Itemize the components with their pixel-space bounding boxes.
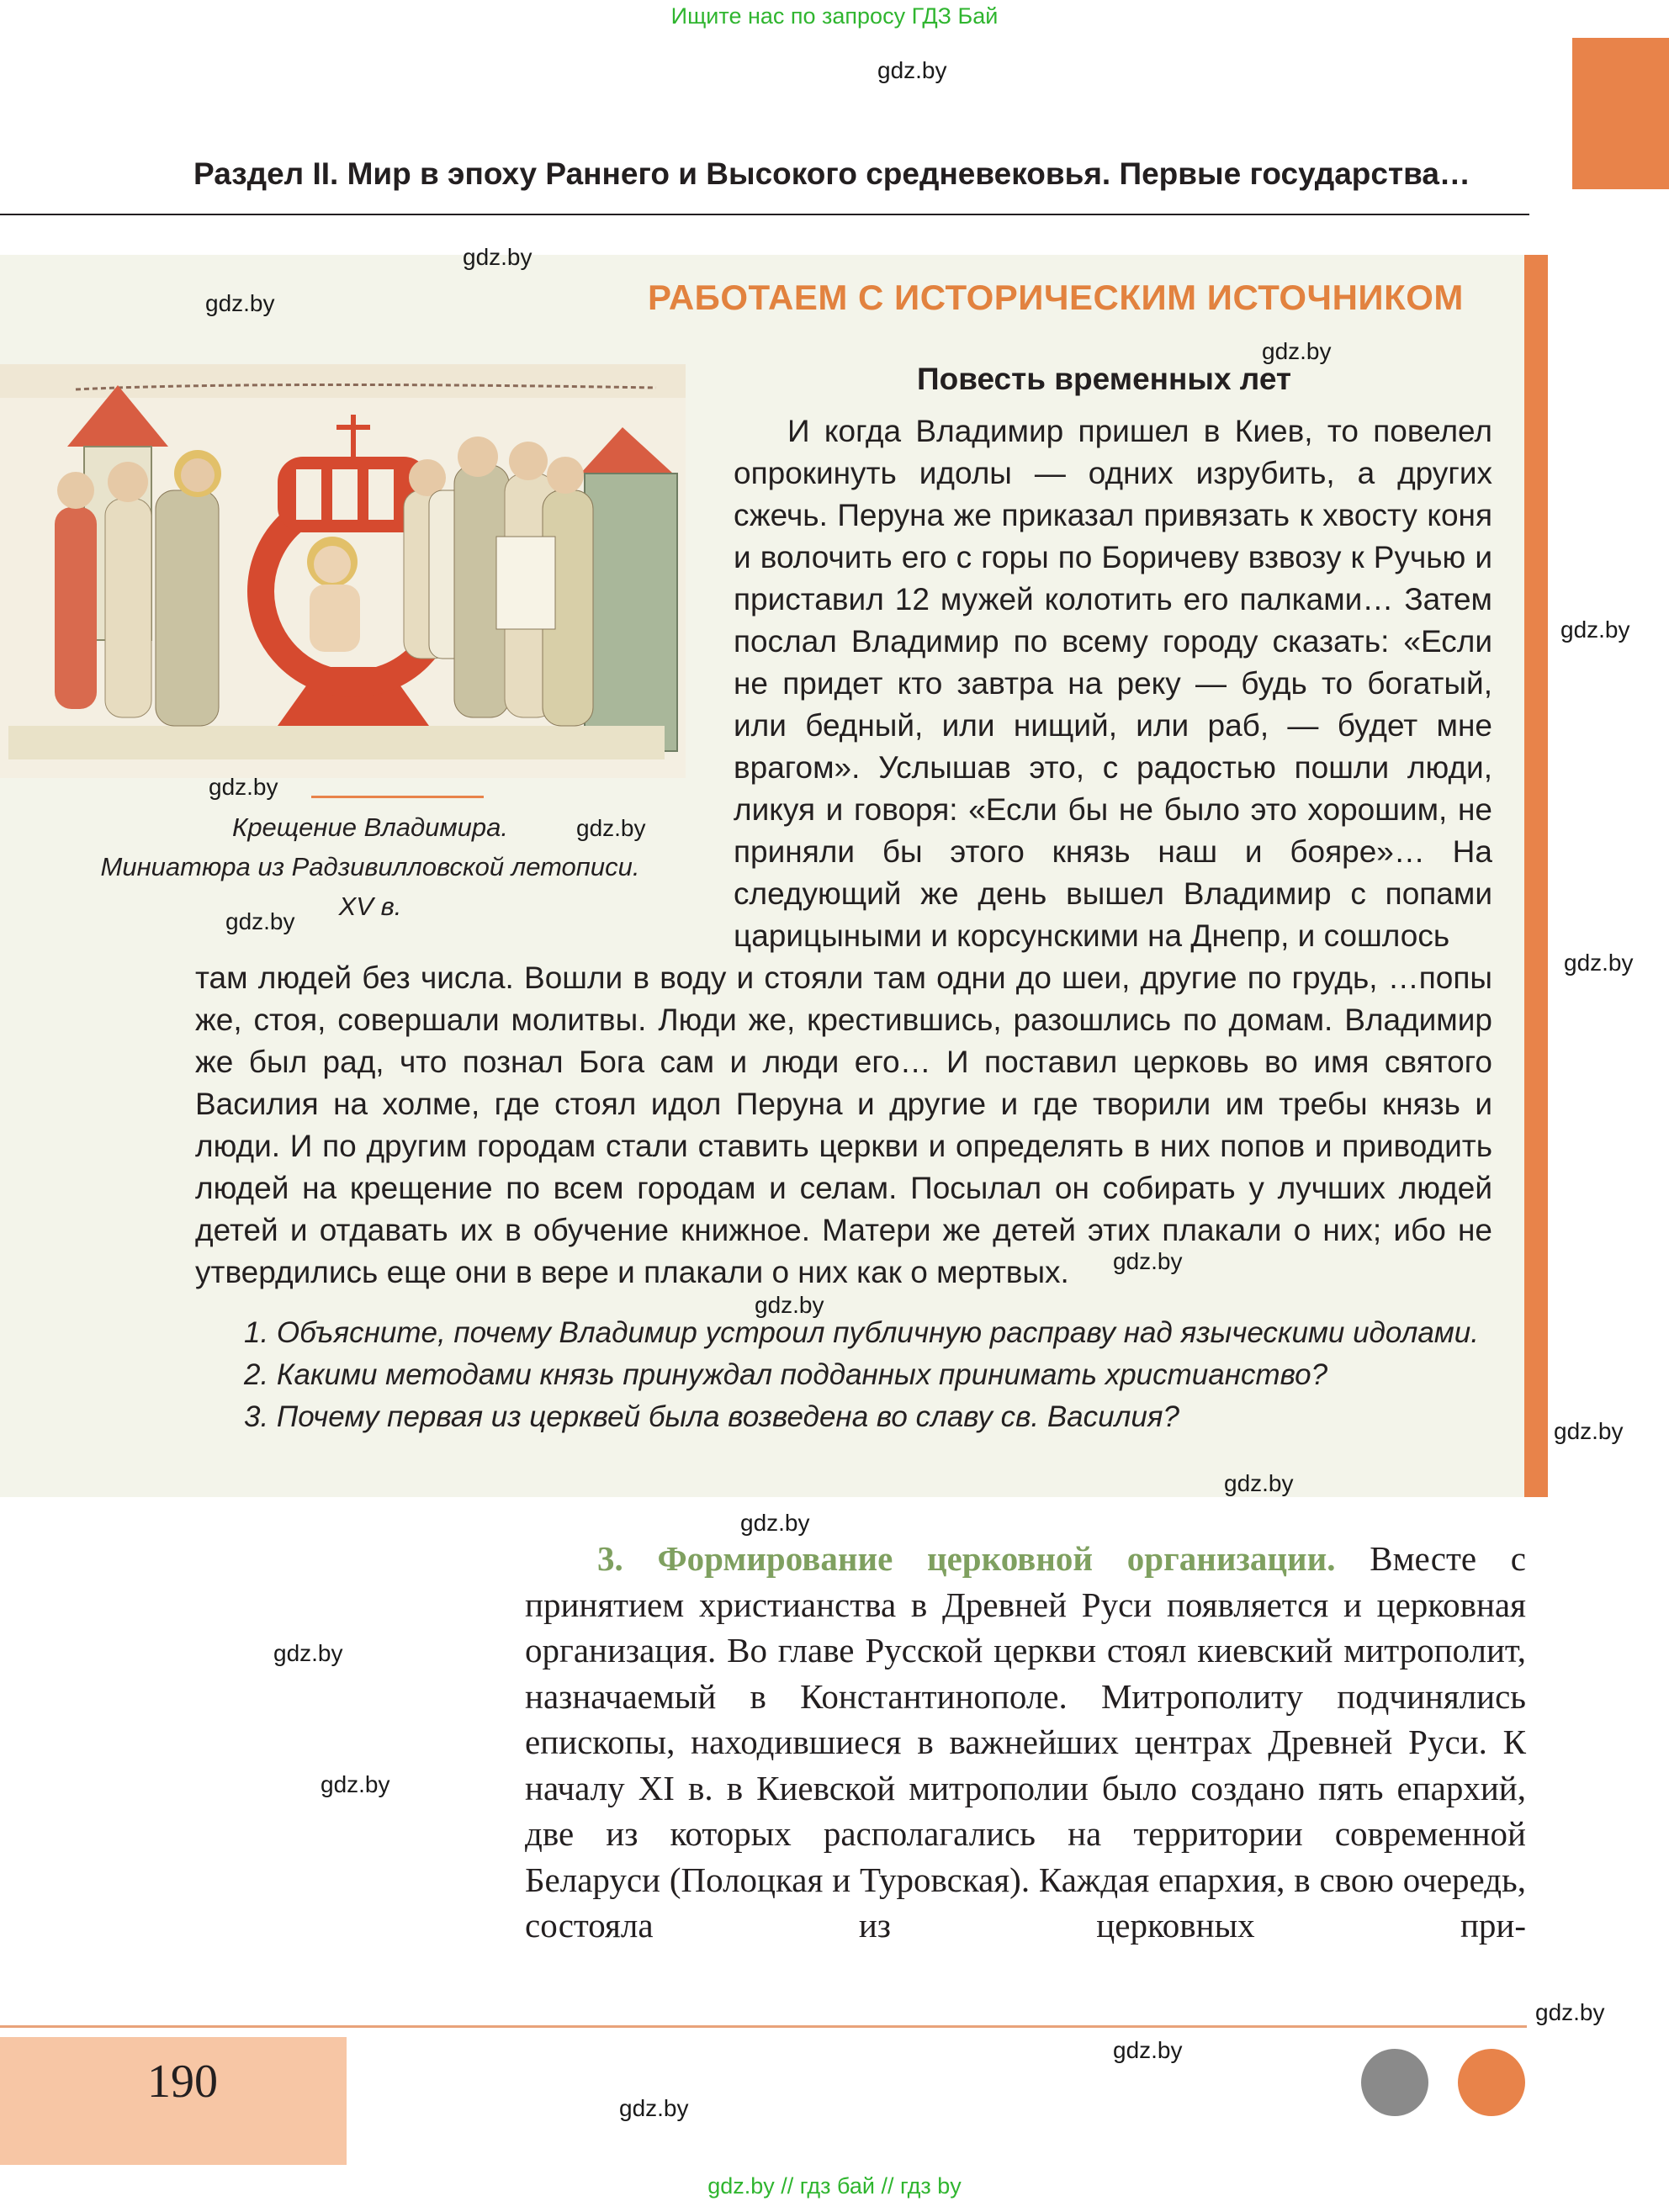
top-promo-link[interactable]: Ищите нас по запросу ГДЗ Бай [670, 3, 999, 29]
watermark: gdz.by [877, 57, 947, 83]
page-number: 190 [147, 2056, 218, 2108]
source-box-stripe [1524, 255, 1548, 1497]
watermark: gdz.by [1113, 2037, 1183, 2063]
watermark: gdz.by [463, 244, 532, 270]
caption-line-2: Миниатюра из Радзивилловской летописи. [100, 852, 640, 881]
source-text-right: И когда Владимир пришел в Киев, то повелел опрокинуть идолы — одних изрубить, а других сжечь. Перуна же приказал привязать к хвосту коня и волочить его с горы по Боричеву взвозу к Ручью и приставил 12 мужей колотить его палками… Затем послал Владимир по всему городу сказать: «Если не придет кто завтра на реку — будь то богатый, или бедный, или нищий, или раб, — будет мне врагом». Услышав это, с радостью пошли люди, ликуя и говоря: «Если бы не было это хорошим, не приняли бы этого князь наш и бояре»… На следующий же день вышел Владимир с попами царицыными и корсунскими на Днепр, и сошлось [734, 414, 1492, 953]
watermark: gdz.by [1535, 1999, 1605, 2025]
section-heading: 3. Формирование церковной организации. [597, 1539, 1336, 1578]
caption-line-1: Крещение Владимира. [232, 812, 508, 842]
watermark: gdz.by [1560, 617, 1630, 643]
source-text-full: там людей без числа. Вошли в воду и стояли там одни до шеи, другие по грудь, …попы же, стоя, совершали молитвы. Люди же, крестившись, разошлись по домам. Владимир же был рад, что познал Бога сам и люди его… И поставил церковь во имя святого Василия на холме, где стоял идол Перуна и другие и где творили им требы князь и люди. И по другим городам стали ставить церкви и определять в них попов и приводить людей на крещение по всем городам и селам. Посылал он собирать у лучших людей детей и отдавать их в обучение книжное. Матери же детей этих плакали о них; ибо не утвердились еще они в вере и плакали о них как о мертвых. [195, 960, 1492, 1289]
watermark: gdz.by [321, 1771, 390, 1797]
bottom-divider [0, 2025, 1527, 2028]
source-box-title: РАБОТАЕМ С ИСТОРИЧЕСКИМ ИСТОЧНИКОМ [648, 278, 1464, 317]
watermark: gdz.by [1262, 338, 1332, 364]
watermark: gdz.by [209, 774, 278, 800]
header-divider [0, 214, 1529, 215]
main-paragraph [525, 1536, 1526, 1949]
baptism-miniature-image [0, 364, 686, 778]
watermark: gdz.by [225, 908, 295, 934]
section-header: Раздел II. Мир в эпоху Раннего и Высокого средневековья. Первые государства… [193, 156, 1470, 191]
watermark: gdz.by [755, 1292, 824, 1318]
question-item: 1. Объясните, почему Владимир устроил публичную расправу над языческими идолами. [244, 1316, 1479, 1349]
gray-dot-icon [1361, 2049, 1428, 2116]
question-item: 3. Почему первая из церквей была возведена во славу св. Василия? [244, 1400, 1179, 1433]
main-paragraph-body: Вместе с принятием христианства в Древней Руси появляется и церковная организация. Во главе Русской церкви стоял киевский митрополит, назначаемый в Константинополе. Митрополиту подчинялись епископы, находившиеся в важнейших центрах Древней Руси. К началу XI в. в Киевской митрополии было создано пять епархий, две из которых располагались на территории современной Беларуси (Полоцкая и Туровская). Каждая епархия, в свою очередь, состояла из церковных при- [525, 1539, 1526, 1945]
watermark: gdz.by [740, 1510, 810, 1536]
questions-list [244, 1312, 1489, 1438]
corner-tab [1572, 38, 1669, 189]
watermark: gdz.by [205, 290, 275, 316]
watermark: gdz.by [1564, 950, 1634, 976]
caption-line-3: XV в. [338, 892, 402, 921]
watermark: gdz.by [273, 1640, 343, 1666]
watermark: gdz.by [1224, 1470, 1294, 1496]
orange-dot-icon [1458, 2049, 1525, 2116]
watermark: gdz.by [619, 2095, 689, 2121]
caption-rule [311, 796, 484, 798]
source-name: Повесть временных лет [917, 362, 1292, 396]
question-item: 2. Какими методами князь принуждал подданных принимать христианство? [244, 1358, 1328, 1391]
footer-links[interactable]: gdz.by // гдз бай // гдз by [707, 2173, 962, 2199]
watermark: gdz.by [1113, 1248, 1183, 1274]
watermark: gdz.by [1554, 1418, 1624, 1444]
watermark: gdz.by [576, 815, 646, 841]
